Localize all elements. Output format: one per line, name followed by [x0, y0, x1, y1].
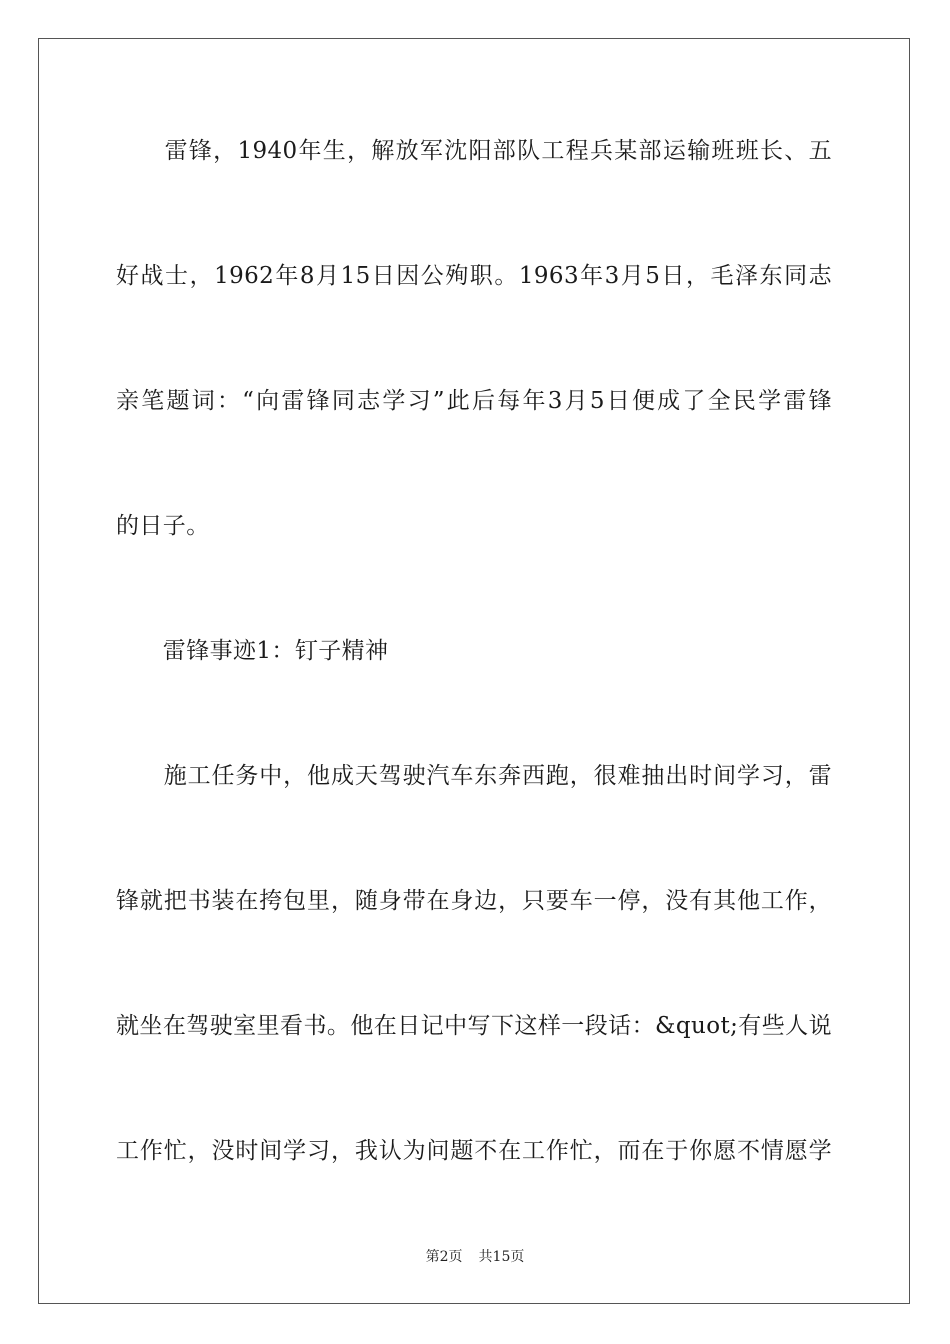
paragraph-1-line-4: 的日子。: [116, 513, 210, 539]
paragraph-2-line-2: 锋就把书装在挎包里，随身带在身边，只要车一停，没有其他工作，: [116, 888, 832, 914]
paragraph-2-line-4: 工作忙，没时间学习，我认为问题不在工作忙，而在于你愿不情愿学: [116, 1138, 832, 1164]
section-heading: 雷锋事迹1：钉子精神: [116, 638, 389, 664]
paragraph-1-line-1: 雷锋，1940年生，解放军沈阳部队工程兵某部运输班班长、五: [116, 138, 832, 164]
page-number: 第2页: [425, 1249, 463, 1265]
paragraph-1-line-3: 亲笔题词：“向雷锋同志学习”此后每年3月5日便成了全民学雷锋: [116, 388, 832, 414]
paragraph-2-line-1: 施工任务中，他成天驾驶汽车东奔西跑，很难抽出时间学习，雷: [116, 763, 832, 789]
page-total: 共15页: [478, 1249, 525, 1265]
page-border: [38, 38, 910, 1304]
paragraph-2-line-3: 就坐在驾驶室里看书。他在日记中写下这样一段话：&quot;有些人说: [116, 1013, 832, 1039]
paragraph-1-line-2: 好战士，1962年8月15日因公殉职。1963年3月5日，毛泽东同志: [116, 263, 832, 289]
page-footer: [0, 1248, 950, 1266]
